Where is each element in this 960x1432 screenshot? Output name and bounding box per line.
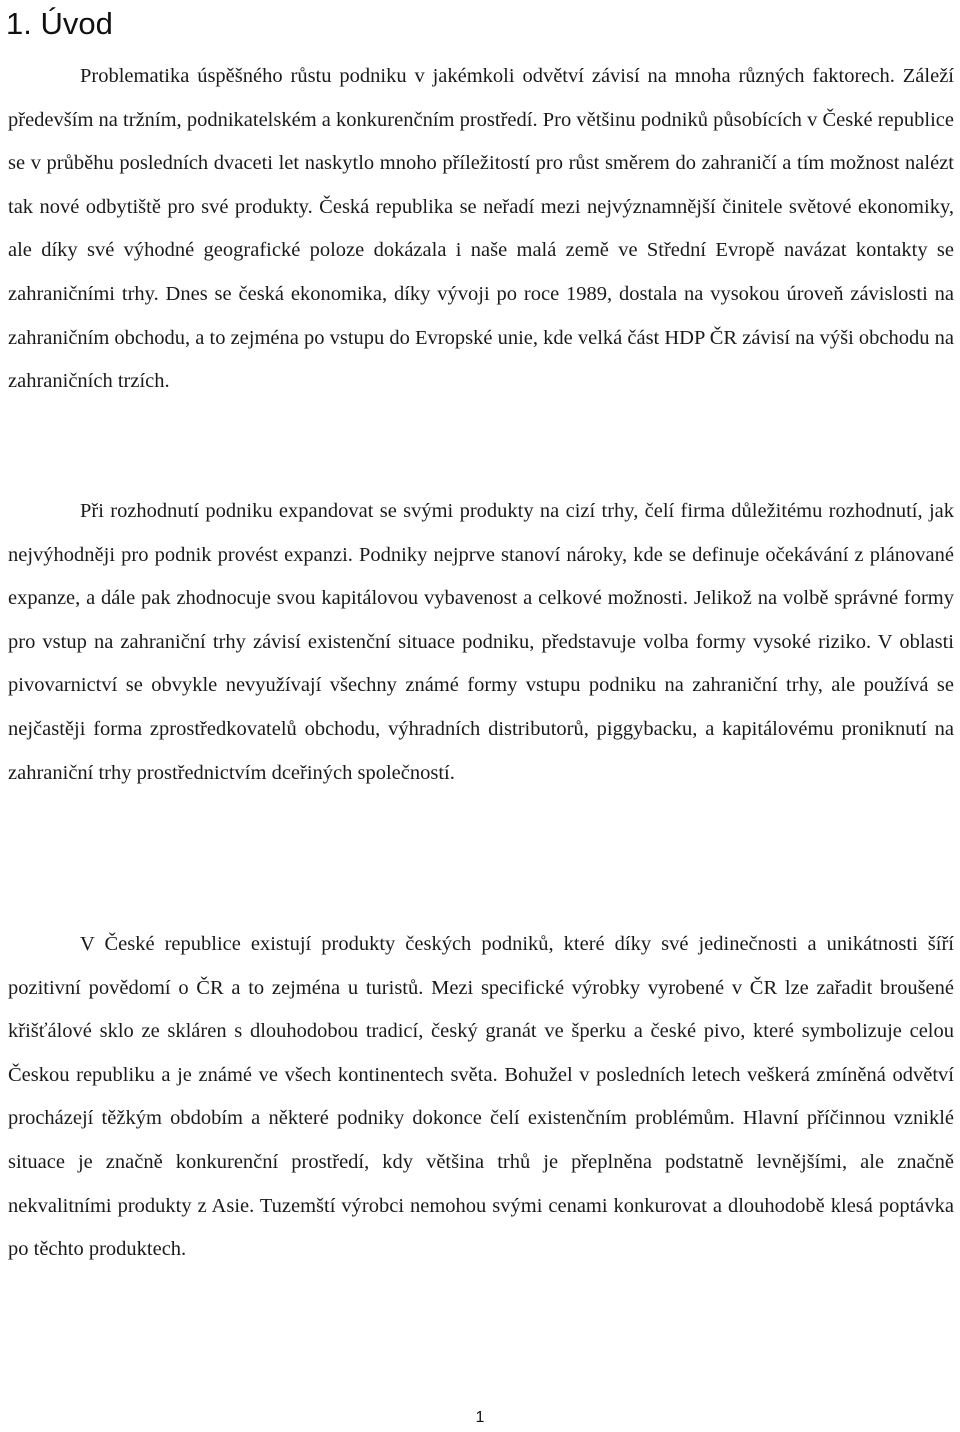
paragraph-expansion: Při rozhodnutí podniku expandovat se svými produkty na cizí trhy, čelí firma důležitému rozhodnutí, jak nejvýhodněji pro podnik provést expanzi. Podniky nejprve stanoví nároky, kde se definuje očekávání z plánované expanze, a dále pak zhodnocuje svou kapitálovou vybavenost a celkové možnosti. Jelikož na volbě správné formy pro vstup na zahraniční trhy závisí existenční situace podniku, představuje volba formy vysoké riziko. V oblasti pivovarnictví se obvykle nevyužívají všechny známé formy vstupu podniku na zahraniční trhy, ale používá se nejčastěji forma zprostředkovatelů obchodu, výhradních distributorů, piggybacku, a kapitálovému proniknutí na zahraniční trhy prostřednictvím dceřiných společností. — [8, 500, 954, 784]
chapter-heading: 1. Úvod — [6, 6, 113, 41]
paragraph-intro: Problematika úspěšného růstu podniku v jakémkoli odvětví závisí na mnoha různých faktorech. Záleží především na tržním, podnikatelském a konkurenčním prostředí. Pro většinu podniků působících v České republice se v průběhu posledních dvaceti let naskytlo mnoho příležitostí pro růst směrem do zahraničí a tím možnost nalézt tak nové odbytiště pro své produkty. Česká republika se neřadí mezi nejvýznamnější činitele světové ekonomiky, ale díky své výhodné geografické poloze dokázala i naše malá země ve Střední Evropě navázat kontakty se zahraničními trhy. Dnes se česká ekonomika, díky vývoji po roce 1989, dostala na vysokou úroveň závislosti na zahraničním obchodu, a to zejména po vstupu do Evropské unie, kde velká část HDP ČR závisí na výši obchodu na zahraničních trzích. — [8, 65, 955, 393]
paragraph-czech-products: V České republice existují produkty českých podniků, které díky své jedinečnosti a unikátnosti šíří pozitivní povědomí o ČR a to zejména u turistů. Mezi specifické výrobky vyrobené v ČR lze zařadit broušené křišťálové sklo ze skláren s dlouhodobou tradicí, český granát ve šperku a české pivo, které symbolizuje celou Českou republiku a je známé ve všech kontinentech světa. Bohužel v posledních letech veškerá zmíněná odvětví procházejí těžkým obdobím a některé podniky dokonce čelí existenčním problémům. Hlavní příčinnou vzniklé situace je značně konkurenční prostředí, kdy většina trhů je přeplněna podstatně levnějšími, ale značně nekvalitními produkty z Asie. Tuzemští výrobci nemohou svými cenami konkurovat a dlouhodobě klesá poptávka po těchto produktech. — [8, 933, 954, 1261]
page-number: 1 — [475, 1409, 485, 1426]
